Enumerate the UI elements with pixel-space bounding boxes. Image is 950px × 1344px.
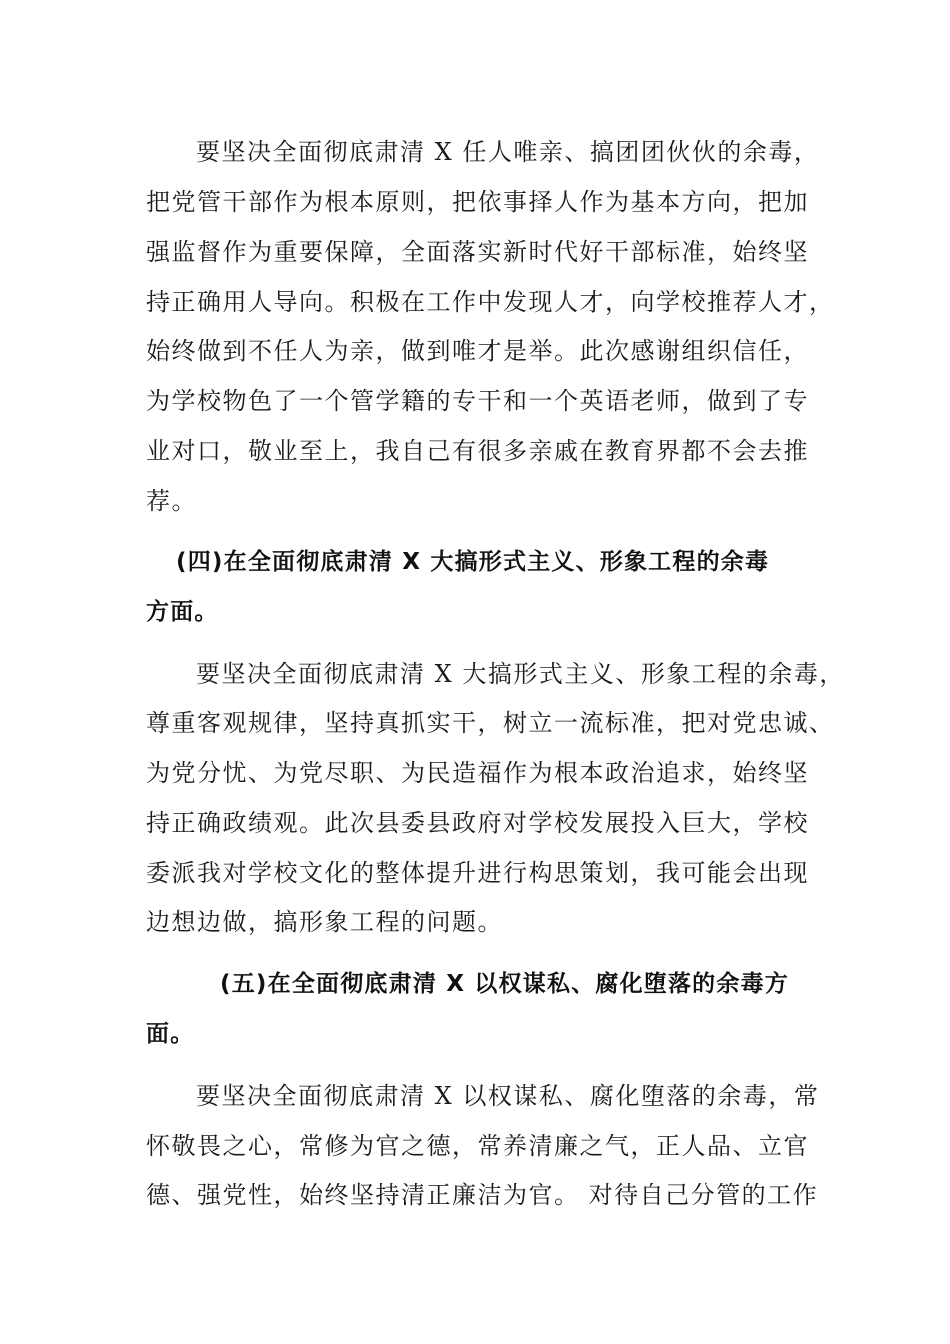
paragraph-3-line-2: 怀敬畏之心，常修为官之德，常养清廉之气，正人品、立官 (146, 1132, 809, 1160)
paragraph-2-line-4: 持正确政绩观。此次县委县政府对学校发展投入巨大，学校 (146, 809, 809, 837)
section-heading-4-line-2: 方面。 (146, 599, 219, 625)
paragraph-1-line-1: 要坚决全面彻底肃清 X 任人唯亲、搞团团伙伙的余毒， (196, 138, 820, 166)
paragraph-1-line-2: 把党管干部作为根本原则，把依事择人作为基本方向，把加 (146, 188, 809, 216)
paragraph-1-line-4: 持正确用人导向。积极在工作中发现人才，向学校推荐人才， (146, 288, 835, 316)
paragraph-2-line-6: 边想边做，搞形象工程的问题。 (146, 908, 503, 936)
paragraph-1-line-8: 荐。 (146, 487, 197, 515)
section-heading-5-line-2: 面。 (146, 1021, 195, 1047)
section-heading-5-line-1: (五)在全面彻底肃清 X 以权谋私、腐化堕落的余毒方 (220, 971, 789, 997)
paragraph-1-line-7: 业对口，敬业至上，我自己有很多亲戚在教育界都不会去推 (146, 437, 809, 465)
paragraph-2-line-1: 要坚决全面彻底肃清 X 大搞形式主义、形象工程的余毒， (196, 660, 845, 688)
paragraph-3-line-3: 德、强党性，始终坚持清正廉洁为官。 对待自己分管的工作 (146, 1181, 819, 1209)
paragraph-2-line-5: 委派我对学校文化的整体提升进行构思策划，我可能会出现 (146, 859, 809, 887)
paragraph-2-line-2: 尊重客观规律，坚持真抓实干，树立一流标准，把对党忠诚、 (146, 709, 835, 737)
paragraph-1-line-5: 始终做到不任人为亲，做到唯才是举。此次感谢组织信任， (146, 337, 809, 365)
paragraph-2-line-3: 为党分忧、为党尽职、为民造福作为根本政治追求，始终坚 (146, 759, 809, 787)
paragraph-1-line-3: 强监督作为重要保障，全面落实新时代好干部标准，始终坚 (146, 238, 809, 266)
paragraph-1-line-6: 为学校物色了一个管学籍的专干和一个英语老师，做到了专 (146, 387, 809, 415)
paragraph-3-line-1: 要坚决全面彻底肃清 X 以权谋私、腐化堕落的余毒，常 (196, 1082, 820, 1110)
section-heading-4-line-1: (四)在全面彻底肃清 X 大搞形式主义、形象工程的余毒 (176, 549, 770, 575)
